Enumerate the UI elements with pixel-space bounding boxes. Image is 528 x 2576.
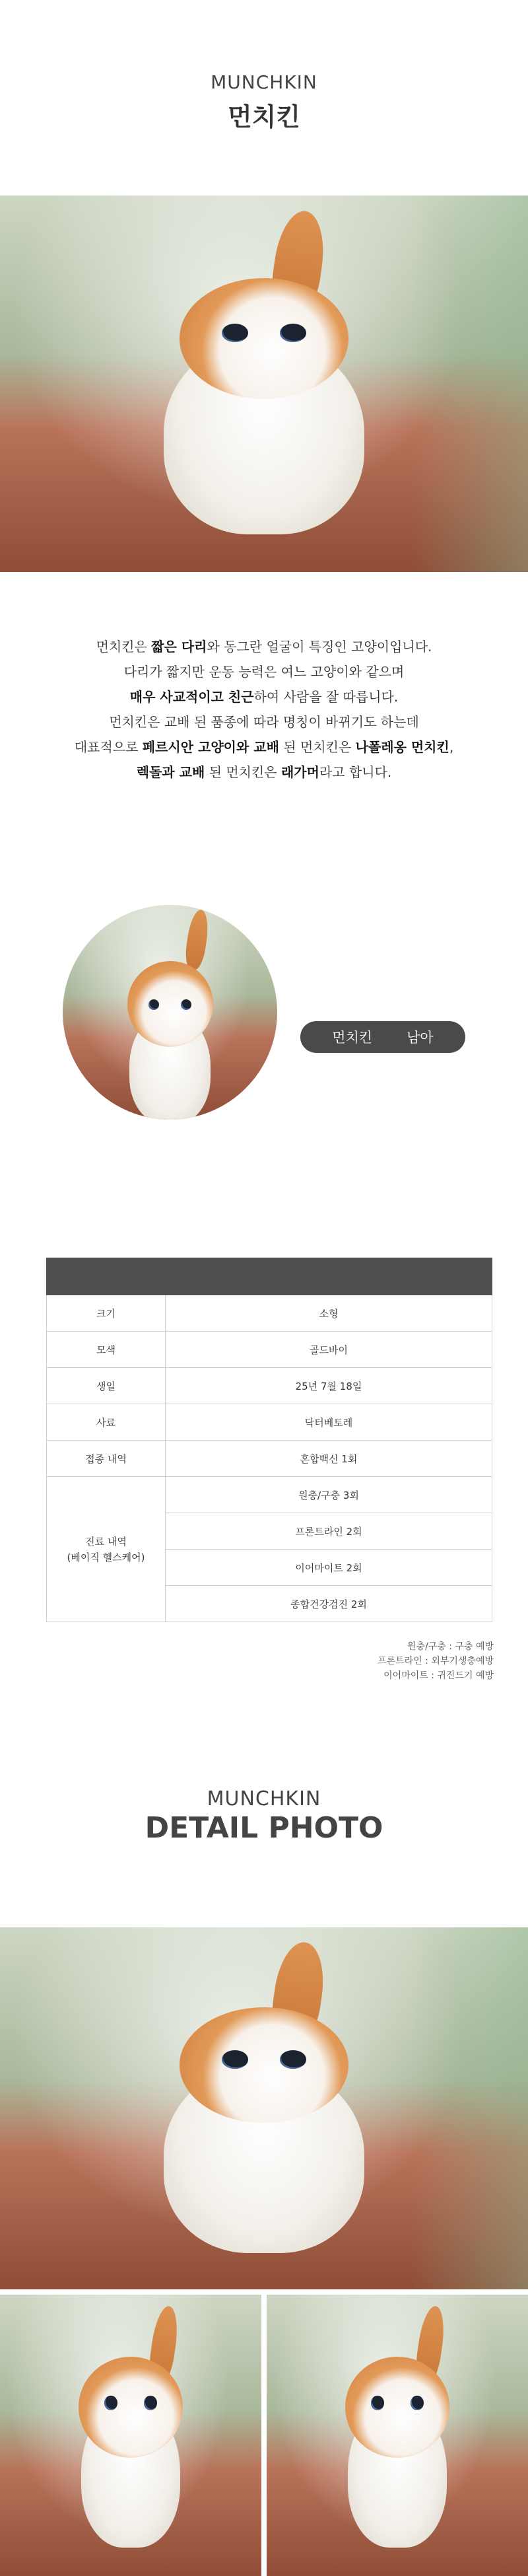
- description-text: 다리가 짧지만 운동 능력은 여느 고양이와 같으며: [123, 664, 405, 680]
- care-item: 이어마이트 2회: [166, 1550, 492, 1586]
- description-text: 라고 합니다.: [319, 764, 392, 780]
- row-label: 사료: [47, 1404, 166, 1441]
- detail-english-label: MUNCHKIN: [207, 1787, 321, 1810]
- description-emphasis: 래가머: [280, 764, 319, 780]
- row-value: 25년 7월 18일: [166, 1368, 492, 1404]
- row-value: 소형: [166, 1295, 492, 1332]
- note-line: 이어마이트 : 귀진드기 예방: [383, 1670, 494, 1681]
- detail-photo-large: [0, 1927, 528, 2289]
- row-value: 혼합백신 1회: [166, 1441, 492, 1477]
- description-line: [33, 684, 495, 709]
- profile-photo: [63, 905, 277, 1120]
- description-emphasis: 렉돌과 교배: [136, 764, 205, 780]
- description-text: ,: [449, 739, 454, 755]
- description-text: 하여 사람을 잘 따릅니다.: [253, 689, 399, 705]
- detail-photo-right: [267, 2295, 528, 2576]
- profile-breed: 먼치킨: [332, 1030, 373, 1046]
- description-emphasis: 나폴레옹 먼치킨: [355, 739, 449, 755]
- row-label: 접종 내역: [47, 1441, 166, 1477]
- profile-sex: 남아: [407, 1030, 434, 1046]
- care-label: [47, 1477, 166, 1622]
- care-label-title: 진료 내역: [85, 1535, 127, 1548]
- description-text: 된 먼치킨은: [205, 764, 281, 780]
- hero-photo: [0, 196, 528, 572]
- description-text: 대표적으로: [74, 739, 143, 755]
- description-emphasis: 매우 사교적이고 친근: [129, 689, 254, 705]
- description-emphasis: 페르시안 고양이와 교배: [142, 739, 279, 755]
- table-row: [47, 1404, 492, 1441]
- info-table: [46, 1258, 492, 1622]
- care-item: 종합건강검진 2회: [166, 1586, 492, 1622]
- notes: [378, 1639, 494, 1683]
- table-header: [47, 1258, 492, 1295]
- row-value: 골드바이: [166, 1332, 492, 1368]
- table-row: [47, 1441, 492, 1477]
- row-label: 생일: [47, 1368, 166, 1404]
- detail-photo-left: [0, 2295, 261, 2576]
- description-text: 된 먼치킨은: [279, 739, 356, 755]
- description-line: [33, 709, 495, 734]
- table-row: [47, 1477, 492, 1513]
- description-line: [33, 734, 495, 760]
- detail-title: DETAIL PHOTO: [145, 1811, 383, 1845]
- description-line: [33, 659, 495, 684]
- table-row: [47, 1332, 492, 1368]
- description-text: 먼치킨은 교배 된 품종에 따라 명칭이 바뀌기도 하는데: [109, 714, 419, 730]
- breed-description: [33, 634, 495, 785]
- care-label-subtitle: (베이직 헬스케어): [67, 1551, 145, 1563]
- description-line: [33, 634, 495, 659]
- page-title: 먼치킨: [227, 102, 301, 131]
- care-item: 프론트라인 2회: [166, 1513, 492, 1550]
- profile-badge: [300, 1021, 465, 1053]
- breed-english-label: MUNCHKIN: [211, 71, 317, 93]
- row-label: 크기: [47, 1295, 166, 1332]
- row-value: 닥터베토레: [166, 1404, 492, 1441]
- table-row: [47, 1368, 492, 1404]
- note-line: 원충/구충 : 구충 예방: [407, 1641, 494, 1652]
- row-label: 모색: [47, 1332, 166, 1368]
- care-item: 원충/구충 3회: [166, 1477, 492, 1513]
- description-text: 먼치킨은: [96, 639, 152, 655]
- description-line: [33, 760, 495, 785]
- note-line: 프론트라인 : 외부기생충예방: [378, 1656, 494, 1666]
- table-row: [47, 1295, 492, 1332]
- description-emphasis: 짧은 다리: [151, 639, 207, 655]
- description-text: 와 동그란 얼굴이 특징인 고양이입니다.: [207, 639, 432, 655]
